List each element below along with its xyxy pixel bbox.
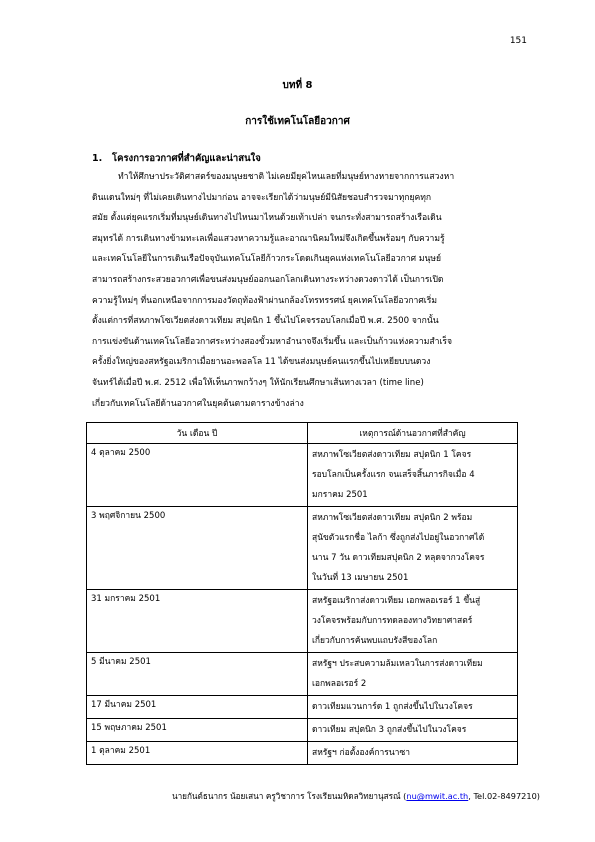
paragraph-line: สมุทรได้ การเดินทางข้ามทะเลเพื่อแสวงหาความรู้และอาณานิคมใหม่จึงเกิดขึ้นพร้อมๆ กับความรู้ — [92, 233, 445, 244]
event-line: นาน 7 วัน ดาวเทียมสปุตนิก 2 หลุดจากวงโคจร — [312, 553, 485, 563]
footer-email-link[interactable]: nu@mwit.ac.th — [406, 791, 469, 801]
event-line: ในวันที่ 13 เมษายน 2501 — [312, 573, 409, 583]
space-events-table — [86, 422, 518, 765]
event-line: ดาวเทียมแวนการ์ด 1 ถูกส่งขึ้นไปในวงโคจร — [312, 702, 473, 712]
table-row — [87, 719, 518, 742]
table-row — [87, 742, 518, 765]
header-date: วัน เดือน ปี — [87, 423, 308, 444]
event-date: 5 มีนาคม 2501 — [87, 653, 308, 696]
event-date: 17 มีนาคม 2501 — [87, 696, 308, 719]
paragraph-line: ความรู้ใหม่ๆ ที่นอกเหนือจากการมองวัตถุท้องฟ้าผ่านกล้องโทรทรรศน์ ยุคเทคโนโลยีอวกาศเริ่ม — [92, 295, 438, 306]
event-date: 1 ตุลาคม 2501 — [87, 742, 308, 765]
event-line: สุนัขตัวแรกชื่อ ไลก้า ซึ่งถูกส่งไปอยู่ในอวกาศได้ — [312, 533, 485, 543]
page-number: 151 — [509, 36, 527, 46]
event-date: 4 ตุลาคม 2500 — [87, 444, 308, 507]
paragraph-line: และเทคโนโลยีในการเดินเรือปัจจุบันเทคโนโลยีก้าวกระโดดเกินยุคแห่งเทคโนโลยีอวกาศ มนุษย์ — [92, 254, 442, 265]
event-description — [308, 696, 518, 719]
section-number: 1. — [92, 153, 103, 164]
event-date: 15 พฤษภาคม 2501 — [87, 719, 308, 742]
paragraph-line: ทำให้ศึกษาประวัติศาสตร์ของมนุษยชาติ ไม่เคยมียุคไหนเลยที่มนุษย์หางหายจากการแสวงหา — [118, 172, 455, 182]
event-description — [308, 742, 518, 765]
event-line: สหภาพโซเวียตส่งดาวเทียม สปุตนิก 2 พร้อม — [312, 513, 473, 523]
table-row — [87, 653, 518, 696]
paragraph-line: ดินแดนใหม่ๆ ที่ไม่เคยเดินทางไปมาก่อน อาจจะเรียกได้ว่ามนุษย์มีนิสัยชอบสำรวจมาทุกยุคทุก — [92, 192, 432, 203]
table-row — [87, 696, 518, 719]
footer-phone-text: , Tel.02-8497210) — [468, 791, 540, 801]
table-row — [87, 590, 518, 653]
event-description — [308, 653, 518, 696]
paragraph-line: ครั้งยิ่งใหญ่ของสหรัฐอเมริกาเมื่อยานอะพอลโล 11 ได้ขนส่งมนุษย์คนแรกขึ้นไปเหยียบบนดวง — [92, 357, 431, 368]
event-line: สหรัฐอเมริกาส่งดาวเทียม เอกพลอเรอร์ 1 ขึ้นสู่ — [312, 596, 481, 606]
event-description — [308, 590, 518, 653]
paragraph-line: การแข่งขันด้านเทคโนโลยีอวกาศระหว่างสองขั้วมหาอำนาจจึงเริ่มขึ้น และเป็นก้าวแห่งความสำเร็จ — [92, 336, 453, 347]
event-date: 3 พฤศจิกายน 2500 — [87, 507, 308, 590]
table-row — [87, 444, 518, 507]
section-heading — [92, 151, 261, 166]
event-line: มกราคม 2501 — [312, 490, 368, 500]
event-description — [308, 507, 518, 590]
event-line: สหภาพโซเวียตส่งดาวเทียม สปุตนิก 1 โคจร — [312, 450, 472, 460]
event-line: สหรัฐฯ ก่อตั้งองค์การนาซา — [312, 748, 410, 758]
event-date: 31 มกราคม 2501 — [87, 590, 308, 653]
event-line: สหรัฐฯ ประสบความล้มเหลวในการส่งดาวเทียม — [312, 659, 483, 669]
header-event: เหตุการณ์ด้านอวกาศที่สำคัญ — [308, 423, 518, 444]
table-header-row — [87, 423, 518, 444]
paragraph-line: สามารถสร้างกระสวยอวกาศเพื่อขนส่งมนุษย์ออกนอกโลกเดินทางระหว่างดวงดาวได้ เป็นการเปิด — [92, 274, 444, 285]
event-description — [308, 444, 518, 507]
paragraph-line: สมัย ตั้งแต่ยุคแรกเริ่มที่มนุษย์เดินทางไปไหนมาไหนด้วยเท้าเปล่า จนกระทั่งสามารถสร้างเรือเดิน — [92, 213, 442, 224]
page-footer — [60, 790, 540, 803]
body-paragraph — [92, 167, 514, 414]
footer-author-text: นายกันต์ธนากร น้อยเสนา ครูวิชาการ โรงเรียนมหิดลวิทยานุสรณ์ ( — [171, 791, 407, 801]
event-line: วงโคจรพร้อมกับการทดลองทางวิทยาศาสตร์ — [312, 616, 473, 626]
paragraph-line: จันทร์ได้เมื่อปี พ.ศ. 2512 เพื่อให้เห็นภาพกว้างๆ ให้นักเรียนศึกษาเส้นทางเวลา (time line) — [92, 377, 424, 388]
paragraph-line: เกี่ยวกับเทคโนโลยีด้านอวกาศในยุคต้นตามตารางข้างล่าง — [92, 398, 304, 409]
event-line: เกี่ยวกับการค้นพบแถบรังสีของโลก — [312, 636, 438, 646]
event-line: ดาวเทียม สปุตนิก 3 ถูกส่งขึ้นไปในวงโคจร — [312, 725, 467, 735]
chapter-number: บทที่ 8 — [282, 80, 313, 91]
event-description — [308, 719, 518, 742]
table-row — [87, 507, 518, 590]
section-title: โครงการอวกาศที่สำคัญและน่าสนใจ — [112, 153, 261, 164]
chapter-title: การใช้เทคโนโลยีอวกาศ — [245, 116, 350, 127]
event-line: รอบโลกเป็นครั้งแรก จนเสร็จสิ้นภารกิจเมื่อ 4 — [312, 470, 475, 480]
event-line: เอกพลอเรอร์ 2 — [312, 679, 367, 689]
paragraph-line: ตั้งแต่การที่สหภาพโซเวียตส่งดาวเทียม สปุตนิก 1 ขึ้นไปโคจรรอบโลกเมื่อปี พ.ศ. 2500 จากนั้น — [92, 316, 439, 327]
